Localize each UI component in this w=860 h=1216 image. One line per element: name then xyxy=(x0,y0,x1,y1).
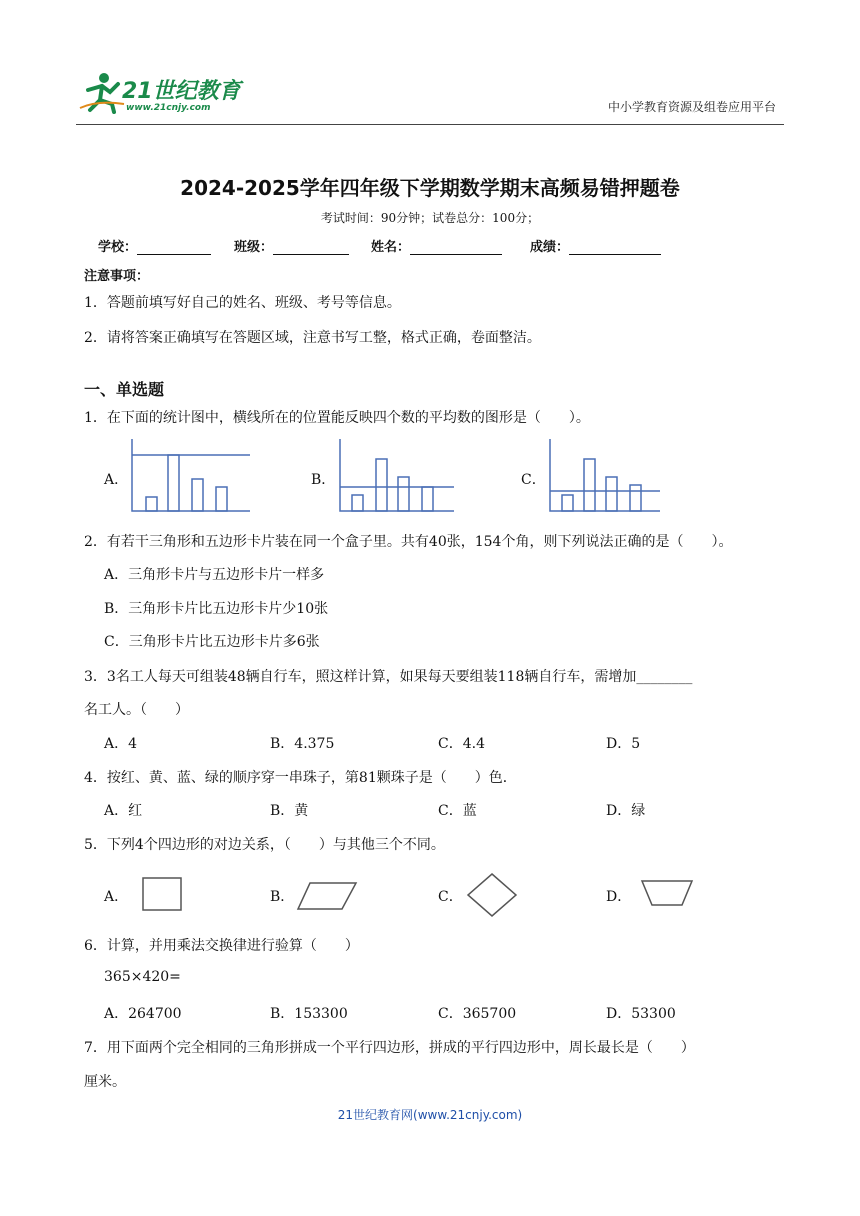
notice-item: 2．请将答案正确填写在答题区域，注意书写工整，格式正确，卷面整洁。 xyxy=(84,330,541,346)
school-label: 学校： xyxy=(98,240,138,255)
q1-option-c[interactable]: C． xyxy=(521,472,546,488)
q1-chart-a xyxy=(128,437,252,513)
school-field xyxy=(98,236,211,255)
q5-option-a[interactable]: A． xyxy=(104,889,129,905)
q6-option-c[interactable]: C．365700 xyxy=(438,1006,517,1022)
class-label: 班级： xyxy=(234,240,274,255)
q4-option-d[interactable]: D．绿 xyxy=(606,803,646,819)
notice-item: 1．答题前填写好自己的姓名、班级、考号等信息。 xyxy=(84,295,401,311)
q1-chart-b xyxy=(336,437,456,513)
logo-text: 21世纪教育 xyxy=(122,79,241,104)
question-6-expression: 365×420= xyxy=(104,969,181,985)
q5-option-b[interactable]: B． xyxy=(270,889,295,905)
q2-option-a[interactable]: A．三角形卡片与五边形卡片一样多 xyxy=(104,567,325,583)
score-blank[interactable] xyxy=(569,240,661,255)
name-field xyxy=(371,236,502,255)
question-4: 4．按红、黄、蓝、绿的顺序穿一串珠子，第81颗珠子是（ ）色． xyxy=(84,770,517,786)
q2-option-b[interactable]: B．三角形卡片比五边形卡片少10张 xyxy=(104,601,329,617)
section-title: 一、单选题 xyxy=(84,380,165,399)
q6-option-b[interactable]: B．153300 xyxy=(270,1006,348,1022)
score-label: 成绩： xyxy=(530,240,570,255)
q4-option-a[interactable]: A．红 xyxy=(104,803,143,819)
platform-name: 中小学教育资源及组卷应用平台 xyxy=(607,100,776,114)
q4-option-c[interactable]: C．蓝 xyxy=(438,803,477,819)
q1-option-b[interactable]: B． xyxy=(311,472,336,488)
question-5: 5．下列4个四边形的对边关系，（ ）与其他三个不同。 xyxy=(84,837,445,853)
q5-option-d[interactable]: D． xyxy=(606,889,632,905)
question-7: 7．用下面两个完全相同的三角形拼成一个平行四边形，拼成的平行四边形中，周长最长是（ ） xyxy=(84,1040,695,1056)
q1-option-a[interactable]: A． xyxy=(104,472,129,488)
q5-option-c[interactable]: C． xyxy=(438,889,463,905)
name-label: 姓名： xyxy=(371,240,411,255)
q6-option-d[interactable]: D．53300 xyxy=(606,1006,676,1022)
q6-option-a[interactable]: A．264700 xyxy=(104,1006,182,1022)
question-6: 6．计算，并用乘法交换律进行验算（ ） xyxy=(84,938,359,954)
header-divider xyxy=(76,124,784,125)
q3-option-c[interactable]: C．4.4 xyxy=(438,736,485,752)
class-blank[interactable] xyxy=(273,240,349,255)
score-field xyxy=(530,236,661,255)
q3-option-d[interactable]: D．5 xyxy=(606,736,641,752)
logo-url: www.21cnjy.com xyxy=(126,103,211,113)
trapezoid-shape xyxy=(640,878,694,908)
question-3-cont: 名工人。（ ） xyxy=(84,702,189,718)
exam-title: 2024-2025学年四年级下学期数学期末高频易错押题卷 xyxy=(180,176,680,200)
question-3: 3．3名工人每天可组装48辆自行车，照这样计算，如果每天要组装118辆自行车，需增加________ xyxy=(84,669,693,685)
question-2: 2．有若干三角形和五边形卡片装在同一个盒子里。共有40张，154个角，则下列说法正确的是（ ）。 xyxy=(84,534,733,550)
question-7-cont: 厘米。 xyxy=(84,1074,126,1090)
q2-option-c[interactable]: C．三角形卡片比五边形卡片多6张 xyxy=(104,634,320,650)
exam-subtitle: 考试时间：90分钟；试卷总分：100分； xyxy=(320,211,540,225)
q3-option-a[interactable]: A．4 xyxy=(104,736,138,752)
q1-chart-c xyxy=(546,437,662,513)
name-blank[interactable] xyxy=(410,240,502,255)
question-1: 1．在下面的统计图中，横线所在的位置能反映四个数的平均数的图形是（ ）。 xyxy=(84,410,590,426)
rhombus-shape xyxy=(466,872,518,918)
parallelogram-shape xyxy=(296,880,358,912)
class-field xyxy=(234,236,349,255)
footer-link[interactable]: 21世纪教育网(www.21cnjy.com) xyxy=(337,1108,523,1122)
q4-option-b[interactable]: B．黄 xyxy=(270,803,309,819)
logo-runner-icon xyxy=(78,70,128,114)
square-shape xyxy=(140,876,184,912)
school-blank[interactable] xyxy=(137,240,211,255)
notice-heading: 注意事项： xyxy=(84,269,150,284)
q3-option-b[interactable]: B．4.375 xyxy=(270,736,335,752)
